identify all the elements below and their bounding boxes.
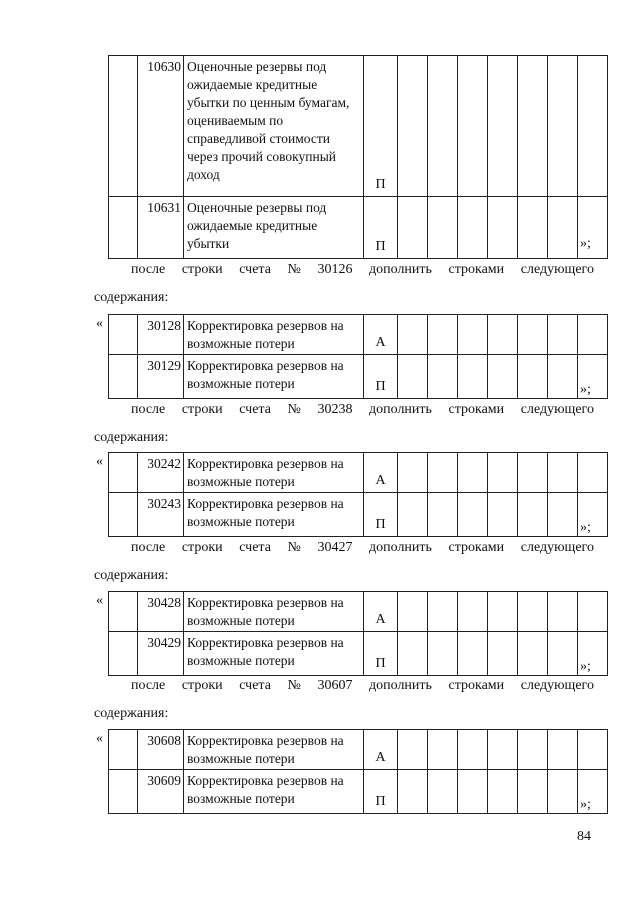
empty-cell	[398, 493, 428, 537]
account-type: П	[364, 493, 398, 537]
account-table-top	[108, 55, 608, 259]
account-code: 30428	[138, 592, 184, 632]
empty-cell	[398, 315, 428, 355]
paragraph-word: счета	[239, 540, 271, 555]
empty-cell	[428, 355, 458, 399]
empty-cell	[428, 730, 458, 770]
opening-quote: «	[96, 316, 103, 331]
empty-cell	[109, 197, 138, 259]
table-row	[109, 632, 608, 676]
empty-cell	[109, 493, 138, 537]
account-name: Корректировка резервов на возможные потери	[184, 592, 364, 632]
paragraph-line	[131, 262, 594, 278]
empty-cell	[109, 355, 138, 399]
account-code: 30429	[138, 632, 184, 676]
account-name: Корректировка резервов на возможные потери	[184, 453, 364, 493]
table-row	[109, 56, 608, 197]
empty-cell	[458, 493, 488, 537]
account-name: Корректировка резервов на возможные потери	[184, 632, 364, 676]
empty-cell	[488, 493, 518, 537]
table-row	[109, 197, 608, 259]
account-table	[108, 729, 608, 814]
empty-cell	[428, 632, 458, 676]
page-number: 84	[577, 829, 591, 844]
paragraph-word: строки	[181, 262, 223, 277]
paragraph-word: счета	[239, 402, 271, 417]
empty-cell	[458, 770, 488, 814]
empty-cell	[518, 730, 548, 770]
account-code: 30128	[138, 315, 184, 355]
account-code: 30242	[138, 453, 184, 493]
empty-cell	[428, 453, 458, 493]
account-type: А	[364, 315, 398, 355]
empty-cell	[488, 730, 518, 770]
paragraph-line	[131, 540, 594, 556]
empty-cell	[109, 315, 138, 355]
empty-cell	[109, 453, 138, 493]
empty-cell	[518, 453, 548, 493]
paragraph-word: 30238	[317, 402, 353, 417]
account-code: 10631	[138, 197, 184, 259]
table-row	[109, 315, 608, 355]
account-table	[108, 591, 608, 676]
empty-cell	[458, 315, 488, 355]
closing-quote: »;	[580, 236, 591, 251]
account-code: 30243	[138, 493, 184, 537]
empty-cell	[548, 355, 578, 399]
empty-cell	[398, 355, 428, 399]
account-name: Корректировка резервов на возможные потери	[184, 315, 364, 355]
account-table	[108, 452, 608, 537]
paragraph-word: 30126	[317, 262, 353, 277]
opening-quote: «	[96, 731, 103, 746]
paragraph-word: 30427	[317, 540, 353, 555]
closing-quote: »;	[580, 659, 591, 674]
empty-cell	[398, 730, 428, 770]
closing-quote: »;	[580, 382, 591, 397]
empty-cell	[398, 453, 428, 493]
empty-cell	[518, 493, 548, 537]
empty-cell	[109, 632, 138, 676]
empty-cell	[428, 493, 458, 537]
empty-cell	[518, 770, 548, 814]
empty-cell	[488, 632, 518, 676]
table-row	[109, 730, 608, 770]
paragraph-word: строками	[448, 402, 505, 417]
paragraph-continuation: содержания:	[94, 568, 169, 583]
empty-cell	[428, 592, 458, 632]
empty-cell	[109, 730, 138, 770]
paragraph-line	[131, 402, 594, 418]
account-name: Корректировка резервов на возможные потери	[184, 493, 364, 537]
account-type: П	[364, 770, 398, 814]
empty-cell	[548, 730, 578, 770]
empty-cell	[548, 493, 578, 537]
opening-quote: «	[96, 593, 103, 608]
paragraph-word: строками	[448, 678, 505, 693]
paragraph-word: 30607	[317, 678, 353, 693]
empty-cell	[398, 770, 428, 814]
account-type: П	[364, 355, 398, 399]
empty-cell	[458, 632, 488, 676]
paragraph-word: дополнить	[369, 402, 432, 417]
paragraph-word: строками	[448, 262, 505, 277]
empty-cell	[578, 315, 608, 355]
account-type: П	[364, 632, 398, 676]
paragraph-word: строки	[181, 540, 223, 555]
empty-cell	[578, 730, 608, 770]
paragraph-word: следующего	[520, 402, 594, 417]
account-type: П	[364, 56, 398, 197]
empty-cell	[548, 592, 578, 632]
account-name: Корректировка резервов на возможные потери	[184, 355, 364, 399]
account-name: Оценочные резервы под ожидаемые кредитные убытки по ценным бумагам, оцениваемым по справедливой стоимости через прочий совокупный доход	[184, 56, 364, 197]
paragraph-continuation: содержания:	[94, 706, 169, 721]
table-row	[109, 592, 608, 632]
empty-cell	[109, 770, 138, 814]
paragraph-word: строки	[181, 678, 223, 693]
empty-cell	[398, 632, 428, 676]
paragraph-word: дополнить	[369, 678, 432, 693]
empty-cell	[518, 592, 548, 632]
empty-cell	[548, 632, 578, 676]
paragraph-word: после	[131, 678, 166, 693]
account-name: Корректировка резервов на возможные потери	[184, 730, 364, 770]
empty-cell	[428, 770, 458, 814]
paragraph-word: счета	[239, 262, 271, 277]
paragraph-word: строки	[181, 402, 223, 417]
empty-cell	[109, 592, 138, 632]
paragraph-word: №	[287, 402, 301, 417]
closing-quote: »;	[580, 797, 591, 812]
account-name: Корректировка резервов на возможные потери	[184, 770, 364, 814]
paragraph-word: дополнить	[369, 262, 432, 277]
empty-cell	[488, 592, 518, 632]
paragraph-continuation: содержания:	[94, 430, 169, 445]
account-code: 30608	[138, 730, 184, 770]
table-row	[109, 493, 608, 537]
empty-cell	[548, 315, 578, 355]
empty-cell	[548, 453, 578, 493]
table-row	[109, 770, 608, 814]
empty-cell	[488, 770, 518, 814]
paragraph-word: после	[131, 540, 166, 555]
account-type: А	[364, 453, 398, 493]
account-name: Оценочные резервы под ожидаемые кредитные убытки	[184, 197, 364, 259]
paragraph-word: дополнить	[369, 540, 432, 555]
table-row	[109, 453, 608, 493]
account-code: 30129	[138, 355, 184, 399]
paragraph-word: строками	[448, 540, 505, 555]
empty-cell	[578, 592, 608, 632]
paragraph-word: №	[287, 678, 301, 693]
empty-cell	[488, 453, 518, 493]
paragraph-word: №	[287, 262, 301, 277]
empty-cell	[548, 770, 578, 814]
table-row	[109, 355, 608, 399]
paragraph-word: счета	[239, 678, 271, 693]
paragraph-word: после	[131, 262, 166, 277]
opening-quote: «	[96, 454, 103, 469]
empty-cell	[458, 453, 488, 493]
empty-cell	[458, 730, 488, 770]
empty-cell	[518, 355, 548, 399]
account-code: 30609	[138, 770, 184, 814]
empty-cell	[488, 355, 518, 399]
empty-cell	[488, 315, 518, 355]
paragraph-word: №	[287, 540, 301, 555]
empty-cell	[578, 453, 608, 493]
paragraph-word: следующего	[520, 540, 594, 555]
empty-cell	[109, 56, 138, 197]
empty-cell	[458, 355, 488, 399]
paragraph-word: следующего	[520, 678, 594, 693]
empty-cell	[458, 592, 488, 632]
empty-cell	[518, 632, 548, 676]
paragraph-word: следующего	[520, 262, 594, 277]
account-table	[108, 314, 608, 399]
empty-cell	[518, 315, 548, 355]
empty-cell	[428, 315, 458, 355]
account-type: П	[364, 197, 398, 259]
paragraph-continuation: содержания:	[94, 290, 169, 305]
closing-quote: »;	[580, 520, 591, 535]
account-code: 10630	[138, 56, 184, 197]
empty-cell	[398, 592, 428, 632]
account-type: А	[364, 730, 398, 770]
paragraph-word: после	[131, 402, 166, 417]
account-type: А	[364, 592, 398, 632]
paragraph-line	[131, 678, 594, 694]
